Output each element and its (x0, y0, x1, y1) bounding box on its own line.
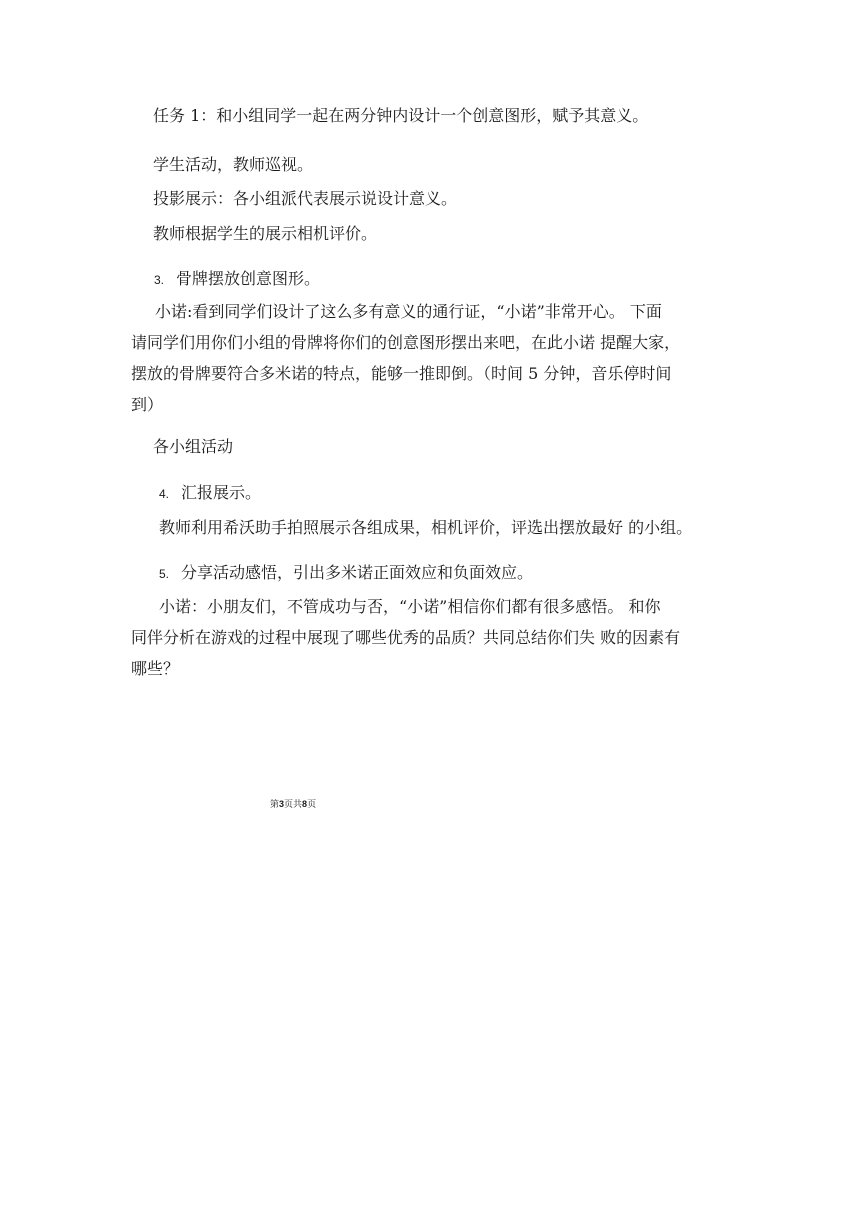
step-3-paragraph (131, 296, 680, 420)
step-5-paragraph (131, 591, 680, 684)
page-footer (270, 799, 316, 811)
step-4-detail: 教师利用希沃助手拍照展示各组成果，相机评价，评选出摆放最好 的小组。 (159, 518, 693, 537)
group-activity-line: 各小组活动 (153, 437, 234, 456)
step-3-heading (154, 269, 320, 290)
step-3-title: 骨牌摆放创意图形。 (176, 269, 321, 288)
projection-line: 投影展示：各小组派代表展示说设计意义。 (153, 189, 458, 208)
step-5-paragraph-line: 小诺：小朋友们，不管成功与否，“小诺”相信你们都有很多感悟。 和你 (159, 597, 661, 616)
step-3-paragraph-line: 摆放的骨牌要符合多米诺的特点，能够一推即倒。（时间 5 分钟，音乐停时间 (131, 364, 672, 383)
step-4-title: 汇报展示。 (181, 483, 262, 502)
step-3-paragraph-line: 小诺:看到同学们设计了这么多有意义的通行证，“小诺”非常开心。 下面 (155, 302, 662, 321)
step-3-paragraph-line: 请同学们用你们小组的骨牌将你们的创意图形摆出来吧，在此小诺 提醒大家， (131, 333, 681, 352)
step-5-heading (159, 563, 533, 584)
footer-middle: 页共 (284, 800, 303, 810)
footer-prefix: 第 (270, 800, 280, 810)
step-5-paragraph-line: 同伴分析在游戏的过程中展现了哪些优秀的品质？共同总结你们失 败的因素有 (131, 628, 681, 647)
step-3-number: 3. (154, 273, 165, 287)
step-4-number: 4. (159, 487, 170, 501)
footer-total-pages: 8 (302, 799, 308, 809)
student-activity-line: 学生活动，教师巡视。 (153, 155, 314, 174)
step-5-number: 5. (159, 567, 170, 581)
footer-page-number: 3 (279, 799, 285, 809)
step-5-paragraph-line: 哪些？ (131, 659, 180, 678)
footer-suffix: 页 (307, 800, 317, 810)
step-5-title: 分享活动感悟，引出多米诺正面效应和负面效应。 (181, 563, 534, 582)
task-1-line: 任务 1：和小组同学一起在两分钟内设计一个创意图形，赋予其意义。 (153, 106, 649, 125)
evaluation-line: 教师根据学生的展示相机评价。 (153, 224, 378, 243)
step-4-heading (159, 483, 261, 504)
step-3-paragraph-line: 到） (131, 395, 164, 414)
